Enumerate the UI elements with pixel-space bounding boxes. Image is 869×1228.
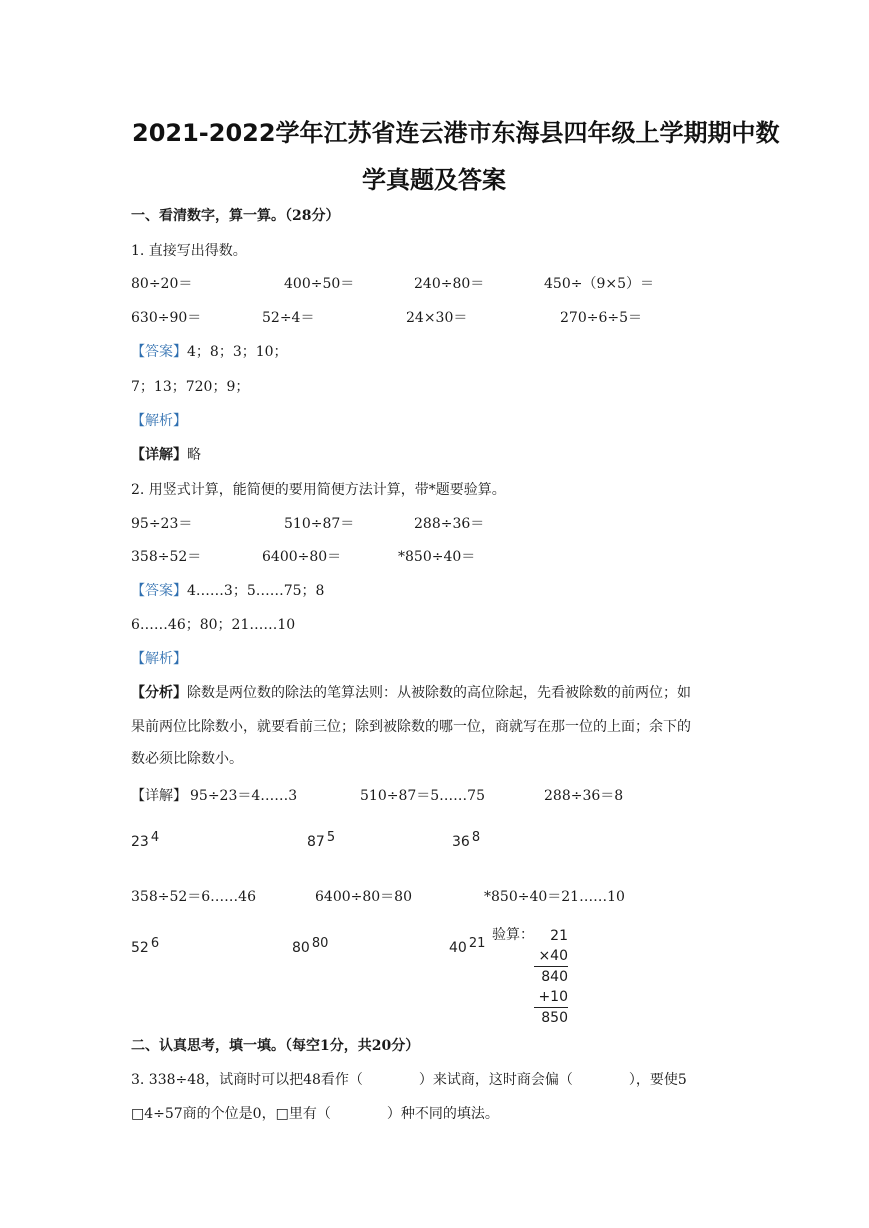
q1-item: 52÷4＝ [262, 310, 315, 326]
quotient: 80 [311, 936, 329, 951]
divisor: 52 [131, 940, 149, 956]
check-label: 验算： [492, 927, 534, 943]
q2-detail-item: 358÷52＝6……46 [131, 889, 256, 905]
long-division-work [452, 830, 481, 850]
q2-detail-item: 288÷36＝8 [544, 788, 624, 804]
q1-answer-line-1 [131, 341, 288, 361]
answer-tag: 【答案】 [131, 344, 187, 360]
section-heading-1: 一、看清数字，算一算。（28分） [131, 208, 340, 224]
long-division-work [131, 830, 160, 850]
q2-detail-item: 95÷23＝4……3 [190, 788, 298, 804]
q2-detail-tag: 【详解】 [131, 788, 187, 804]
q2-detail-item: 6400÷80＝80 [315, 889, 412, 905]
quotient: 8 [471, 830, 481, 845]
q1-item: 80÷20＝ [131, 276, 193, 292]
long-division-work [131, 936, 160, 956]
q2-answer-line-1 [131, 580, 324, 600]
fenxi-text: 除数是两位数的除法的笔算法则：从被除数的高位除起，先看被除数的前两位；如 [187, 685, 691, 701]
q2-fenxi-line-1 [131, 682, 691, 702]
q1-analysis-tag: 【解析】 [131, 413, 187, 429]
check-line: 850 [541, 1010, 568, 1026]
divisor: 80 [292, 940, 310, 956]
section-heading-2: 二、认真思考，填一填。（每空1分，共20分） [131, 1038, 420, 1054]
q2-prompt: 2. 用竖式计算，能简便的要用简便方法计算，带*题要验算。 [131, 482, 506, 498]
q1-item: 400÷50＝ [284, 276, 355, 292]
divisor: 87 [307, 834, 325, 850]
q3-line-2: □4÷57商的个位是0，□里有（ ）种不同的填法。 [131, 1106, 499, 1122]
quotient: 21 [468, 936, 486, 951]
q2-answer-line-2: 6……46；80；21……10 [131, 617, 296, 633]
q1-item: 450÷（9×5）＝ [544, 276, 654, 292]
q1-item: 630÷90＝ [131, 310, 202, 326]
page-title-line-1: 2021-2022学年江苏省连云港市东海县四年级上学期期中数 [132, 119, 780, 147]
q1-detail [131, 444, 201, 464]
long-division-work [307, 830, 336, 850]
answer-text: 4……3；5……75；8 [187, 583, 325, 599]
divisor: 23 [131, 834, 149, 850]
q1-item: 270÷6÷5＝ [560, 310, 642, 326]
q2-analysis-tag: 【解析】 [131, 651, 187, 667]
q2-detail-item: *850÷40＝21……10 [484, 889, 625, 905]
q2-fenxi-line-2: 果前两位比除数小，就要看前三位；除到被除数的哪一位，商就写在那一位的上面；余下的 [131, 719, 691, 735]
verification-work [534, 926, 568, 1028]
answer-text: 4；8；3；10； [187, 344, 288, 360]
check-line: ×40 [534, 946, 568, 967]
q2-item: 288÷36＝ [414, 516, 485, 532]
fenxi-tag: 【分析】 [131, 685, 187, 701]
quotient: 6 [150, 936, 160, 951]
check-line: +10 [534, 987, 568, 1008]
long-division-work [449, 936, 486, 956]
divisor: 36 [452, 834, 470, 850]
detail-tag: 【详解】 [131, 447, 187, 463]
divisor: 40 [449, 940, 467, 956]
q2-item: 6400÷80＝ [262, 549, 342, 565]
q1-item: 24×30＝ [406, 310, 468, 326]
q1-item: 240÷80＝ [414, 276, 485, 292]
check-line: 840 [541, 969, 568, 985]
page-title-line-2: 学真题及答案 [362, 166, 506, 194]
q2-fenxi-line-3: 数必须比除数小。 [131, 751, 243, 767]
detail-text: 略 [187, 447, 201, 463]
q1-answer-line-2: 7；13；720；9； [131, 379, 250, 395]
check-line: 21 [550, 928, 568, 944]
quotient: 5 [326, 830, 336, 845]
answer-tag: 【答案】 [131, 583, 187, 599]
q2-item: 358÷52＝ [131, 549, 202, 565]
q3-line-1: 3. 338÷48，试商时可以把48看作（ ）来试商，这时商会偏（ ），要使5 [131, 1072, 687, 1088]
q2-item: *850÷40＝ [398, 549, 476, 565]
long-division-work [292, 936, 329, 956]
q2-item: 95÷23＝ [131, 516, 193, 532]
quotient: 4 [150, 830, 160, 845]
q1-prompt: 1. 直接写出得数。 [131, 243, 247, 259]
q2-item: 510÷87＝ [284, 516, 355, 532]
q2-detail-item: 510÷87＝5……75 [360, 788, 485, 804]
